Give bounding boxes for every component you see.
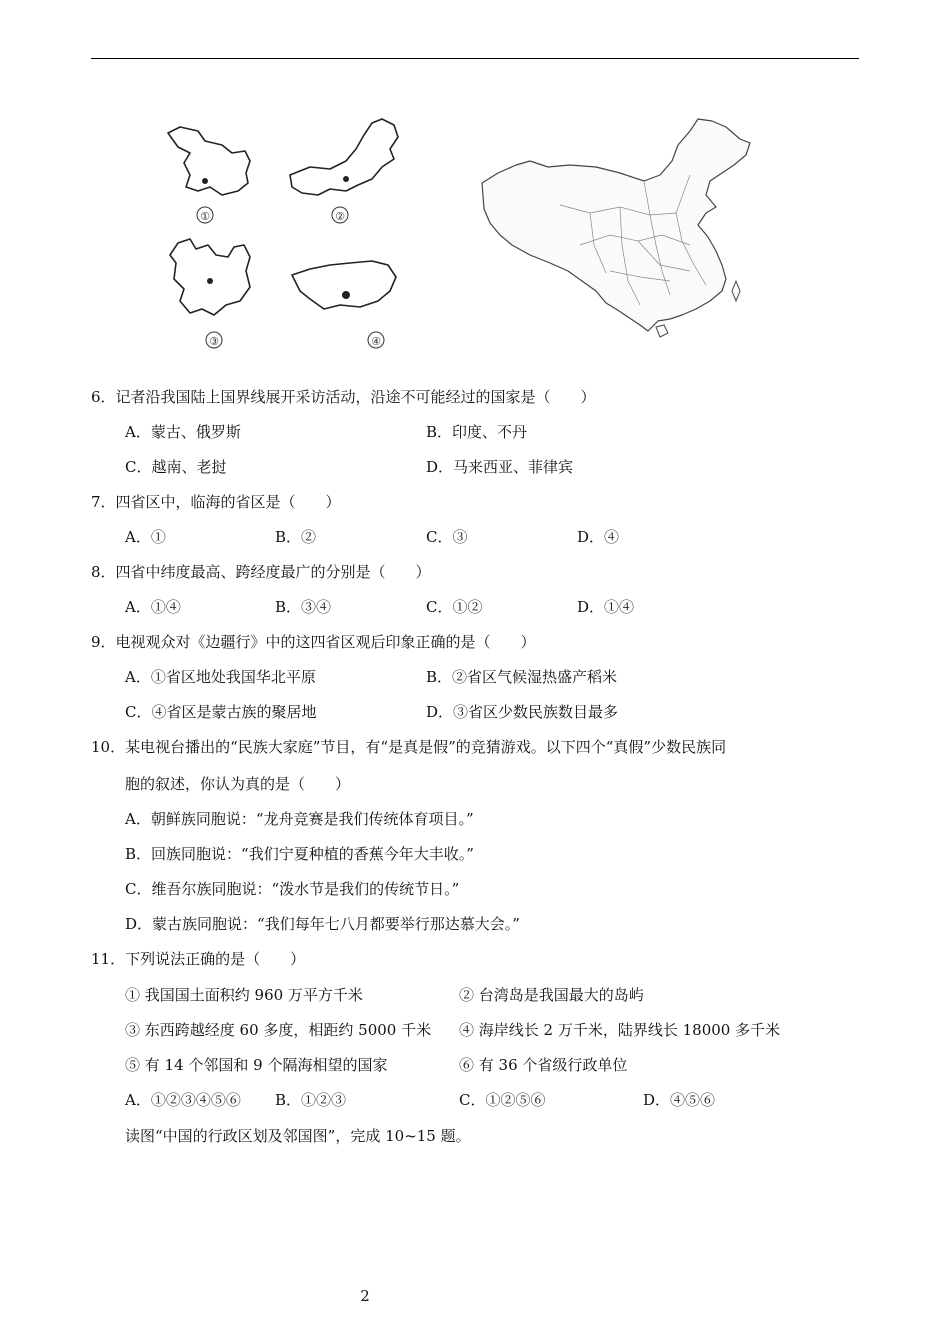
q11-option-c: C．①②⑤⑥ — [459, 1091, 546, 1109]
taiwan-island — [732, 281, 740, 301]
q9-option-d: D．③省区少数民族数目最多 — [426, 703, 619, 721]
reading-instruction: 读图“中国的行政区划及邻国图”，完成 10~15 题。 — [125, 1127, 471, 1145]
province-maps-figure — [150, 95, 770, 370]
q11-option-b: B．①②③ — [275, 1091, 347, 1109]
q8-option-d: D．①④ — [577, 598, 635, 616]
q11-statement-3: ③ 东西跨越经度 60 多度，相距约 5000 千米 — [125, 1021, 432, 1039]
label-4: ④ — [371, 335, 381, 348]
q11-statement-2: ② 台湾岛是我国最大的岛屿 — [459, 986, 644, 1004]
q10-option-c: C．维吾尔族同胞说：“泼水节是我们的传统节日。” — [125, 880, 460, 898]
province-4-outline — [292, 261, 396, 309]
q11-option-a: A．①②③④⑤⑥ — [125, 1091, 241, 1109]
question-10-stem-line2: 胞的叙述，你认为真的是（ ） — [125, 775, 351, 793]
question-6-stem: 6．记者沿我国陆上国界线展开采访活动，沿途不可能经过的国家是（ ） — [91, 388, 596, 406]
q9-option-a: A．①省区地处我国华北平原 — [125, 668, 316, 686]
label-1: ① — [200, 210, 210, 223]
q6-option-c: C．越南、老挝 — [125, 458, 227, 476]
china-map-outline — [482, 119, 750, 331]
q11-statement-1: ① 我国国土面积约 960 万平方千米 — [125, 986, 363, 1004]
q11-statement-5: ⑤ 有 14 个邻国和 9 个隔海相望的国家 — [125, 1056, 388, 1074]
question-11-stem: 11．下列说法正确的是（ ） — [91, 950, 306, 968]
question-10-stem-line1: 10．某电视台播出的“民族大家庭”节目，有“是真是假”的竞猜游戏。以下四个“真假”少数民族同 — [91, 738, 727, 756]
hainan-island — [656, 325, 668, 337]
q9-option-b: B．②省区气候湿热盛产稻米 — [426, 668, 618, 686]
q9-option-c: C．④省区是蒙古族的聚居地 — [125, 703, 317, 721]
q11-statement-6: ⑥ 有 36 个省级行政单位 — [459, 1056, 628, 1074]
q8-option-c: C．①② — [426, 598, 483, 616]
q7-option-a: A．① — [125, 528, 166, 546]
q7-option-c: C．③ — [426, 528, 468, 546]
q11-option-d: D．④⑤⑥ — [643, 1091, 716, 1109]
q10-option-d: D．蒙古族同胞说：“我们每年七八月都要举行那达慕大会。” — [125, 915, 520, 933]
label-2: ② — [335, 210, 345, 223]
q10-option-b: B．回族同胞说：“我们宁夏种植的香蕉今年大丰收。” — [125, 845, 474, 863]
question-8-stem: 8．四省中纬度最高、跨经度最广的分别是（ ） — [91, 563, 431, 581]
province-1-outline — [168, 127, 250, 195]
province-2-outline — [290, 119, 398, 195]
q11-statement-4: ④ 海岸线长 2 万千米，陆界线长 18000 多千米 — [459, 1021, 781, 1039]
question-9-stem: 9．电视观众对《边疆行》中的这四省区观后印象正确的是（ ） — [91, 633, 536, 651]
figure-labels — [197, 207, 384, 348]
header-rule — [91, 58, 859, 59]
q6-option-b: B．印度、不丹 — [426, 423, 528, 441]
question-7-stem: 7．四省区中，临海的省区是（ ） — [91, 493, 341, 511]
label-3: ③ — [209, 335, 219, 348]
q10-option-a: A．朝鲜族同胞说：“龙舟竞赛是我们传统体育项目。” — [125, 810, 474, 828]
province-3-outline — [170, 239, 250, 315]
q6-option-a: A．蒙古、俄罗斯 — [125, 423, 241, 441]
page-number: 2 — [360, 1287, 370, 1305]
q7-option-b: B．② — [275, 528, 317, 546]
q8-option-b: B．③④ — [275, 598, 332, 616]
q6-option-d: D．马来西亚、菲律宾 — [426, 458, 574, 476]
q7-option-d: D．④ — [577, 528, 620, 546]
q8-option-a: A．①④ — [125, 598, 181, 616]
